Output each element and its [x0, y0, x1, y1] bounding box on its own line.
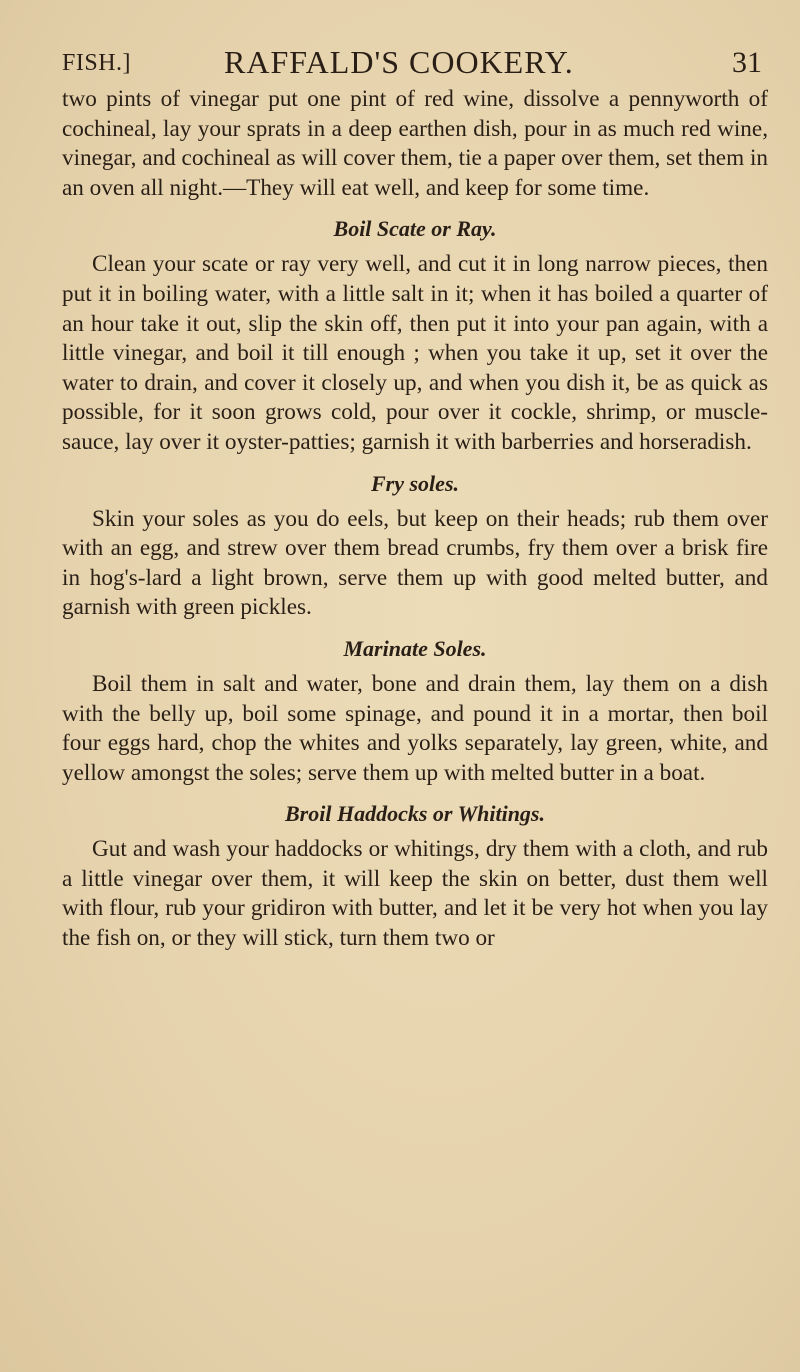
recipe-text-marinate-soles: Boil them in salt and water, bone and drain them, lay them on a dish with the belly up, boil some spinage, and pound it in a mortar, then boil four eggs hard, chop the whites and yolks separately, lay green, white, and yellow amongst the soles; serve them up with melted butter in a boat.	[62, 670, 768, 786]
recipe-heading-fry-soles: Fry soles.	[371, 470, 459, 496]
recipe-heading-marinate-soles: Marinate Soles.	[343, 635, 487, 661]
recipe-text-broil-haddocks: Gut and wash your haddocks or whitings, dry them with a cloth, and rub a little vinegar over them, it will keep the skin on better, dust them well with flour, rub your gridiron with butter, and let it be very hot when you lay the fish on, or they will stick, turn them two or	[62, 836, 768, 952]
recipe-heading-broil-haddocks: Broil Haddocks or Whitings.	[285, 801, 545, 827]
intro-paragraph: two pints of vinegar put one pint of red wine, dissolve a pennyworth of cochineal, lay your sprats in a deep earthen dish, pour in as much red wine, vinegar, and cochineal as will cover them, tie a paper over them, set them in an oven all night.—They will eat well, and keep for some time.	[62, 86, 768, 201]
page-body	[62, 85, 768, 954]
recipe-text-boil-scate: Clean your scate or ray very well, and cut it in long narrow pieces, then put it in boiling water, with a little salt in it; when it has boiled a quarter of an hour take it out, slip the skin off, then put it into your pan again, with a little vinegar, and boil it till enough ; when you take it up, set it over the water to drain, and cover it closely up, and when you dish it, be as quick as possible, for it soon grows cold, pour over it cockle, shrimp, or muscle-sauce, lay over it oyster-patties; garnish it with barberries and horseradish.	[62, 251, 768, 455]
book-title: RAFFALD'S COOKERY.	[224, 44, 574, 80]
recipe-heading-boil-scate: Boil Scate or Ray.	[333, 216, 497, 242]
page-number: 31	[732, 46, 762, 79]
recipe-text-fry-soles: Skin your soles as you do eels, but keep on their heads; rub them over with an egg, and strew over them bread crumbs, fry them over a brisk fire in hog's-lard a light brown, serve them up with good melted butter, and garnish with green pickles.	[62, 505, 768, 621]
section-label: FISH.]	[62, 50, 132, 76]
running-head	[62, 44, 762, 84]
